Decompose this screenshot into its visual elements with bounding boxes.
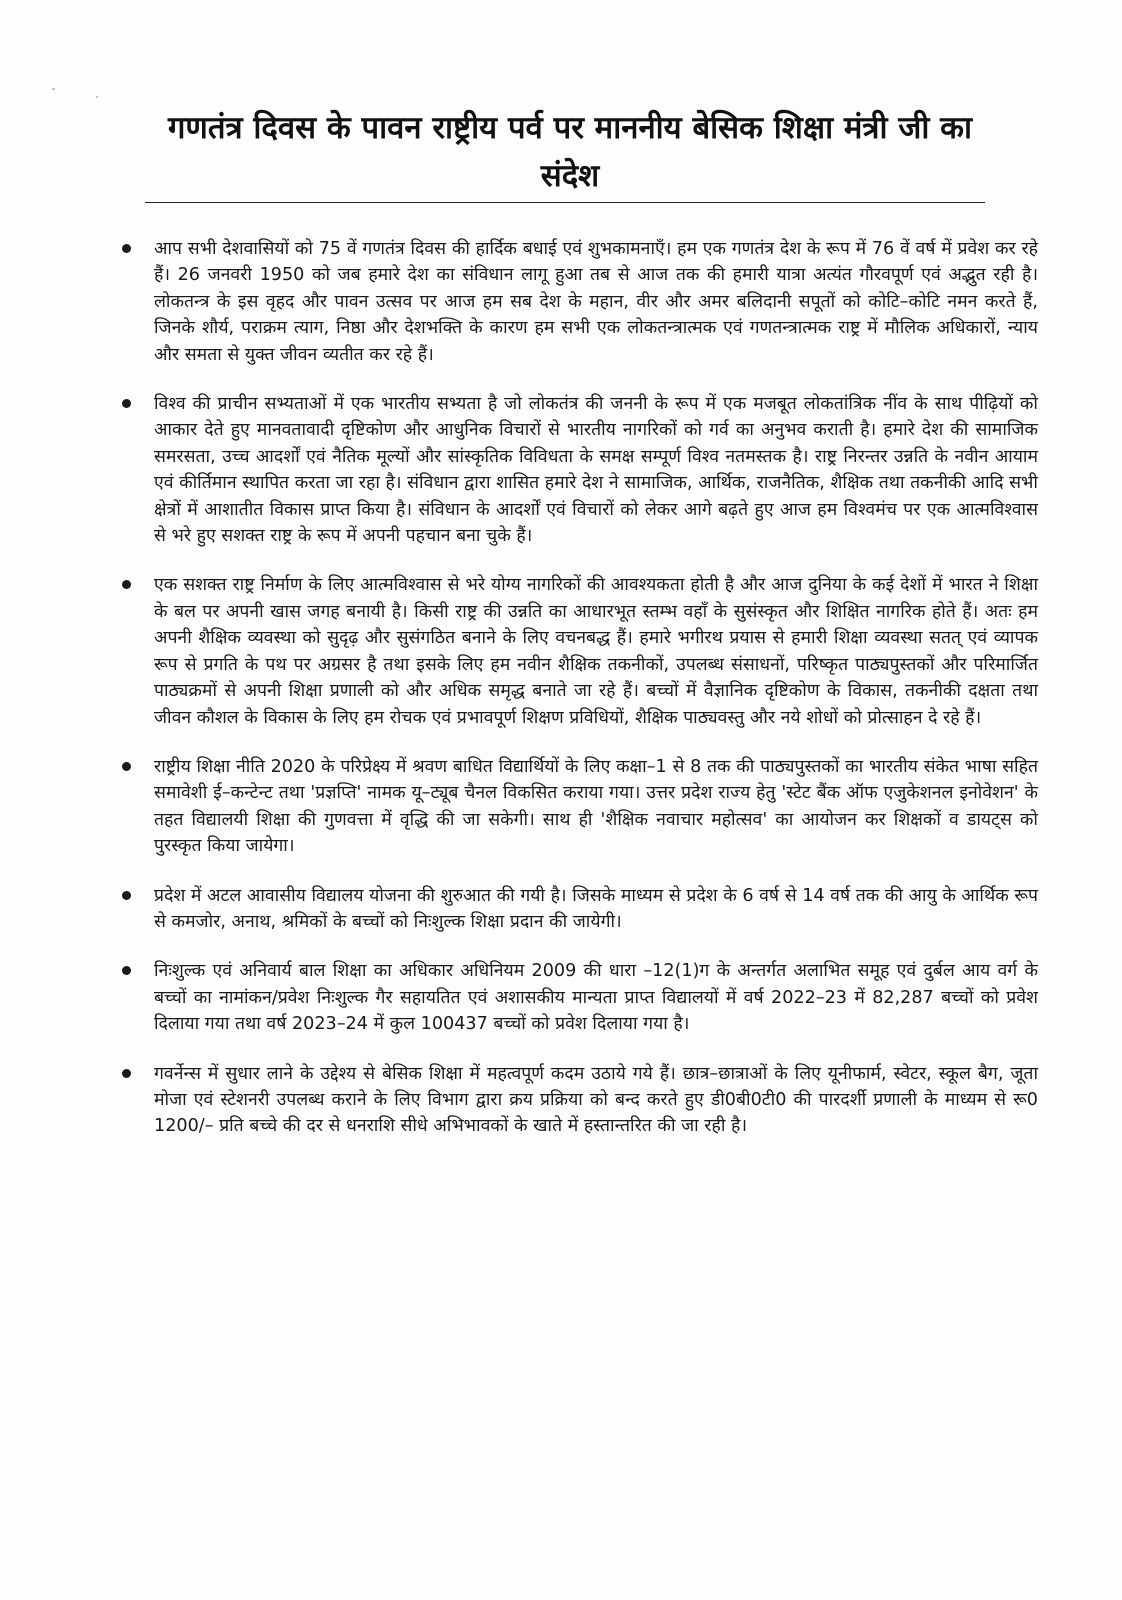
list-item (118, 1061, 1038, 1140)
bullet-icon (122, 891, 131, 900)
list-item (118, 572, 1038, 730)
paragraph-text: आप सभी देशवासियों को 75 वें गणतंत्र दिवस की हार्दिक बधाई एवं शुभकामनाएँ। हम एक गणतंत्र देश के रूप में 76 वें वर्ष में प्रवेश कर रहे हैं। 26 जनवरी 1950 को जब हमारे देश का संविधान लागू हुआ तब से आज तक की हमारी यात्रा अत्यंत गौरवपूर्ण एवं अद्भुत रही है। लोकतन्त्र के इस वृहद और पावन उत्सव पर आज हम सब देश के महान, वीर और अमर बलिदानी सपूतों को कोटि–कोटि नमन करते हैं, जिनके शौर्य, पराक्रम त्याग, निष्ठा और देशभक्ति के कारण हम सभी एक लोकतन्त्रात्मक एवं गणतन्त्रात्मक राष्ट्र में मौलिक अधिकारों, न्याय और समता से युक्त जीवन व्यतीत कर रहे हैं। (154, 239, 1038, 365)
bullet-icon (122, 399, 131, 408)
list-item (118, 391, 1038, 549)
paragraph-text: गवर्नेन्स में सुधार लाने के उद्देश्य से बेसिक शिक्षा में महत्वपूर्ण कदम उठाये गये हैं। छात्र–छात्राओं के लिए यूनीफार्म, स्वेटर, स्कूल बैग, जूता मोजा एवं स्टेशनरी उपलब्ध कराने के लिए विभाग द्वारा क्रय प्रक्रिया को बन्द करते हुए डी0बी0टी0 की पारदर्शी प्रणाली के माध्यम से रू0 1200/– प्रति बच्चे की दर से धनराशि सीधे अभिभावकों के खाते में हस्तान्तरित की जा रही है। (154, 1063, 1038, 1137)
list-item (118, 958, 1038, 1037)
title-divider (145, 202, 985, 203)
bullet-icon (122, 244, 131, 253)
paragraph-text: राष्ट्रीय शिक्षा नीति 2020 के परिप्रेक्ष्य में श्रवण बाधित विद्यार्थियों के लिए कक्षा–1 से 8 तक की पाठ्यपुस्तकों का भारतीय संकेत भाषा सहित समावेशी ई–कन्टेन्ट तथा 'प्रज्ञप्ति' नामक यू–ट्यूब चैनल विकसित कराया गया। उत्तर प्रदेश राज्य हेतु 'स्टेट बैंक ऑफ एजुकेशनल इनोवेशन' के तहत विद्यालयी शिक्षा की गुणवत्ता में वृद्धि की जा सकेगी। साथ ही 'शैक्षिक नवाचार महोत्सव' का आयोजन कर शिक्षकों व डायट्स को पुरस्कृत किया जायेगा। (154, 756, 1038, 857)
paragraph-text: एक सशक्त राष्ट्र निर्माण के लिए आत्मविश्वास से भरे योग्य नागरिकों की आवश्यकता होती है और आज दुनिया के कई देशों में भारत ने शिक्षा के बल पर अपनी खास जगह बनायी है। किसी राष्ट्र की उन्नति का आधारभूत स्तम्भ वहाँ के सुसंस्कृत और शिक्षित नागरिक होते हैं। अतः हम अपनी शैक्षिक व्यवस्था को सुदृढ़ और सुसंगठित बनाने के लिए वचनबद्ध हैं। हमारे भगीरथ प्रयास से हमारी शिक्षा व्यवस्था सतत् एवं व्यापक रूप से प्रगति के पथ पर अग्रसर है तथा इसके लिए हम नवीन शैक्षिक तकनीकों, उपलब्ध संसाधनों, परिष्कृत पाठ्यपुस्तकों और परिमार्जित पाठ्यक्रमों से अपनी शिक्षा प्रणाली को और अधिक समृद्ध बनाते जा रहे हैं। बच्चों में वैज्ञानिक दृष्टिकोण के विकास, तकनीकी दक्षता तथा जीवन कौशल के विकास के लिए हम रोचक एवं प्रभावपूर्ण शिक्षण प्रविधियों, शैक्षिक पाठ्यवस्तु और नये शोधों को प्रोत्साहन दे रहे हैं। (154, 575, 1038, 728)
bullet-icon (122, 762, 131, 771)
list-item (118, 236, 1038, 368)
bullet-icon (122, 966, 131, 975)
paragraph-text: विश्व की प्राचीन सभ्यताओं में एक भारतीय सभ्यता है जो लोकतंत्र की जननी के रूप में एक मजबूत लोकतांत्रिक नींव के साथ पीढ़ियों को आकार देते हुए मानवतावादी दृष्टिकोण और आधुनिक विचारों से भारतीय नागरिकों को गर्व का अनुभव कराती है। हमारे देश की सामाजिक समरसता, उच्च आदर्शों एवं नैतिक मूल्यों और सांस्कृतिक विविधता के समक्ष सम्पूर्ण विश्व नतमस्तक है। राष्ट्र निरन्तर उन्नति के नवीन आयाम एवं कीर्तिमान स्थापित करता जा रहा है। संविधान द्वारा शासित हमारे देश ने सामाजिक, आर्थिक, राजनैतिक, शैक्षिक तथा तकनीकी आदि सभी क्षेत्रों में आशातीत विकास प्राप्त किया है। संविधान के आदर्शों एवं विचारों को लेकर आगे बढ़ते हुए आज हम विश्वमंच पर एक आत्मविश्वास से भरे हुए सशक्त राष्ट्र के रूप में अपनी पहचान बना चुके हैं। (154, 394, 1038, 547)
bullet-icon (122, 580, 131, 589)
list-item (118, 883, 1038, 936)
bullet-icon (122, 1069, 131, 1078)
list-item (118, 754, 1038, 860)
scan-speck (52, 88, 55, 90)
paragraph-text: निःशुल्क एवं अनिवार्य बाल शिक्षा का अधिकार अधिनियम 2009 की धारा –12(1)ग के अन्तर्गत अलाभित समूह एवं दुर्बल आय वर्ग के बच्चों का नामांकन/प्रवेश निःशुल्क गैर सहायतित एवं अशासकीय मान्यता प्राप्त विद्यालयों में वर्ष 2022–23 में 82,287 बच्चों को प्रवेश दिलाया गया तथा वर्ष 2023–24 में कुल 100437 बच्चों को प्रवेश दिलाया गया है। (154, 961, 1038, 1035)
paragraph-text: प्रदेश में अटल आवासीय विद्यालय योजना की शुरुआत की गयी है। जिसके माध्यम से प्रदेश के 6 वर्ष से 14 वर्ष तक की आयु के आर्थिक रूप से कमजोर, अनाथ, श्रमिकों के बच्चों को निःशुल्क शिक्षा प्रदान की जायेगी। (154, 885, 1038, 932)
scan-speck (96, 96, 98, 98)
message-list (118, 236, 1038, 1163)
page-title: गणतंत्र दिवस के पावन राष्ट्रीय पर्व पर माननीय बेसिक शिक्षा मंत्री जी का संदेश (167, 110, 973, 194)
